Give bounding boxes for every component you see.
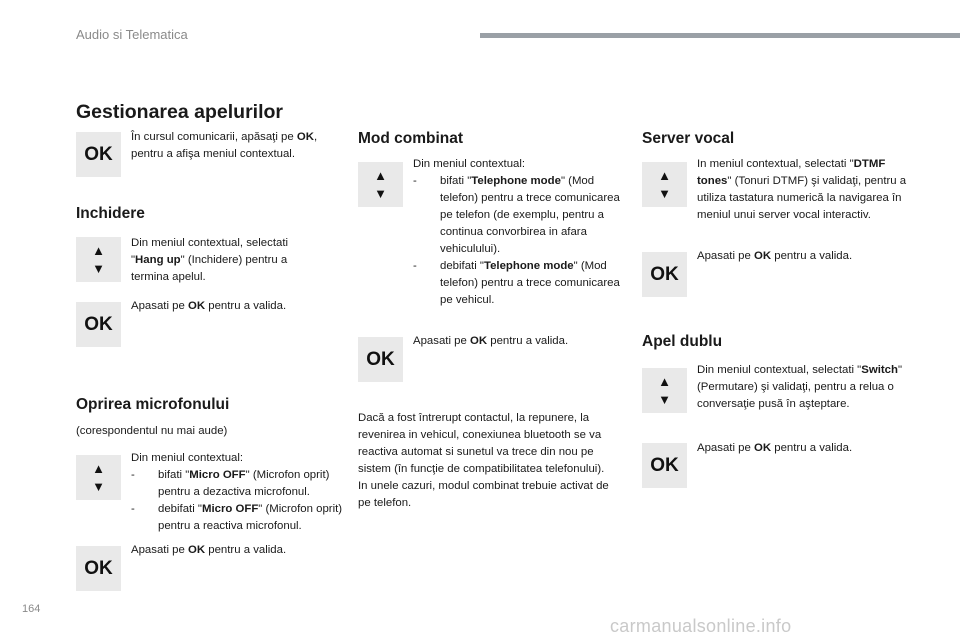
intro-text-ok: OK — [296, 131, 314, 143]
list-text-b: Telephone mode — [471, 175, 561, 187]
confirm-text-a: Apasati pe — [697, 442, 754, 454]
page-number: 164 — [22, 603, 41, 615]
list-text-b: Telephone mode — [483, 260, 574, 272]
arrow-down-icon: ▼ — [658, 185, 671, 201]
inchidere-text-hangup: Hang up — [135, 254, 181, 266]
section-title-oprirea: Oprirea microfonului — [76, 396, 230, 413]
confirm-text-c: pentru a valida. — [771, 442, 853, 454]
page-title: Gestionarea apelurilor — [76, 101, 283, 123]
server-vocal-confirm — [697, 248, 897, 265]
list-text-c: " (Mod telefon) pentru a trece comunicarea pe telefon (de exemplu, pentru a continua convorbirea in afara vehiculului). — [440, 175, 620, 255]
arrow-up-icon: ▲ — [658, 373, 671, 389]
ok-label: OK — [84, 557, 113, 579]
confirm-text-a: Apasati pe — [131, 300, 188, 312]
mod-combinat-confirm — [413, 333, 613, 350]
watermark: carmanualsonline.info — [610, 616, 792, 636]
mod-combinat-text — [413, 156, 623, 309]
arrow-up-icon: ▲ — [92, 242, 105, 258]
arrow-up-down-icon — [76, 455, 121, 500]
list-item — [131, 467, 343, 501]
apel-dublu-text — [697, 362, 902, 413]
list-text-a: debifati " — [158, 503, 202, 515]
list-text-b: Micro OFF — [189, 469, 246, 481]
ok-label: OK — [84, 143, 113, 165]
section-title-server-vocal: Server vocal — [642, 130, 735, 147]
intro-text — [131, 129, 346, 163]
arrow-down-icon: ▼ — [374, 185, 387, 201]
section-title-apel-dublu: Apel dublu — [642, 333, 723, 350]
list-text-c: " (Mod telefon) pentru a trece comunicarea pe vehicul. — [440, 260, 620, 306]
oprirea-note: (corespondentul nu mai aude) — [76, 425, 228, 437]
ok-button-icon — [76, 302, 121, 347]
apel-text-c: " (Permutare) şi validaţi, pentru a relua o conversaţie pusă în aşteptare. — [697, 364, 902, 410]
ok-label: OK — [366, 348, 395, 370]
list-text-b: Micro OFF — [201, 503, 259, 515]
header-title: Audio si Telematica — [76, 27, 188, 42]
confirm-text-c: pentru a valida. — [487, 335, 569, 347]
list-text-a: bifati " — [440, 175, 472, 187]
arrow-down-icon: ▼ — [92, 260, 105, 276]
confirm-text-ok: OK — [754, 250, 772, 262]
confirm-text-ok: OK — [470, 335, 488, 347]
note-paragraph: In unele cazuri, modul combinat trebuie activat de pe telefon. — [358, 480, 609, 509]
arrow-down-icon: ▼ — [658, 391, 671, 407]
confirm-text-c: pentru a valida. — [205, 544, 287, 556]
header-bar — [480, 33, 960, 38]
section-title-mod-combinat: Mod combinat — [358, 130, 464, 147]
confirm-text-c: pentru a valida. — [771, 250, 853, 262]
ok-button-icon — [76, 546, 121, 591]
server-vocal-text — [697, 156, 909, 224]
arrow-up-down-icon — [642, 368, 687, 413]
ok-button-icon — [642, 443, 687, 488]
confirm-text-ok: OK — [754, 442, 772, 454]
arrow-up-icon: ▲ — [658, 167, 671, 183]
ok-button-icon — [642, 252, 687, 297]
intro-text-a: În cursul comunicarii, apăsaţi pe — [131, 131, 297, 143]
confirm-text-a: Apasati pe — [697, 250, 754, 262]
arrow-up-down-icon — [358, 162, 403, 207]
oprirea-text — [131, 450, 343, 535]
inchidere-text-c: " (Inchidere) pentru a termina apelul. — [131, 254, 288, 283]
list-text-c: " (Microfon oprit) pentru a reactiva microfonul. — [158, 503, 343, 532]
intro-text-c: , pentru a afişa meniul contextual. — [131, 131, 318, 160]
apel-dublu-confirm — [697, 440, 897, 457]
inchidere-confirm — [131, 298, 331, 315]
apel-text-switch: Switch — [861, 364, 898, 376]
arrow-up-down-icon — [642, 162, 687, 207]
arrow-up-down-icon — [76, 237, 121, 282]
list-item — [131, 501, 343, 535]
arrow-down-icon: ▼ — [92, 478, 105, 494]
server-text-a: In meniul contextual, selectati " — [697, 158, 854, 170]
list-item — [413, 173, 623, 258]
list-dash: - — [413, 175, 417, 187]
ok-label: OK — [84, 313, 113, 335]
confirm-text-a: Apasati pe — [413, 335, 470, 347]
inchidere-text — [131, 235, 321, 286]
list-item — [413, 258, 623, 309]
confirm-text-ok: OK — [188, 544, 206, 556]
mod-combinat-note — [358, 410, 622, 512]
confirm-text-ok: OK — [188, 300, 206, 312]
list-dash: - — [131, 469, 135, 481]
ok-button-icon — [76, 132, 121, 177]
list-text-a: debifati " — [440, 260, 484, 272]
list-text-a: bifati " — [158, 469, 190, 481]
note-paragraph: Dacă a fost întrerupt contactul, la repunere, la revenirea in vehicul, conexiunea bluetooth se va reactiva automat si sunetul va trece din nou pe sistem (în funcţie de compatibilitatea telefonului). — [358, 412, 605, 475]
ok-label: OK — [650, 454, 679, 476]
mod-combinat-intro: Din meniul contextual: — [413, 158, 526, 170]
section-title-inchidere: Inchidere — [76, 205, 145, 222]
ok-button-icon — [358, 337, 403, 382]
inchidere-text-a: Din meniul contextual, selectati " — [131, 237, 289, 266]
oprirea-confirm — [131, 542, 331, 559]
ok-label: OK — [650, 263, 679, 285]
list-dash: - — [131, 503, 135, 515]
server-text-c: " (Tonuri DTMF) şi validaţi, pentru a utiliza tastatura numerică la navigarea în meniul unui server vocal interactiv. — [697, 175, 907, 221]
confirm-text-a: Apasati pe — [131, 544, 188, 556]
list-text-c: " (Microfon oprit) pentru a dezactiva microfonul. — [158, 469, 330, 498]
server-text-dtmf: DTMF tones — [697, 158, 886, 187]
apel-text-a: Din meniul contextual, selectati " — [697, 364, 862, 376]
arrow-up-icon: ▲ — [374, 167, 387, 183]
list-dash: - — [413, 260, 417, 272]
arrow-up-icon: ▲ — [92, 460, 105, 476]
confirm-text-c: pentru a valida. — [205, 300, 287, 312]
oprirea-intro: Din meniul contextual: — [131, 452, 244, 464]
